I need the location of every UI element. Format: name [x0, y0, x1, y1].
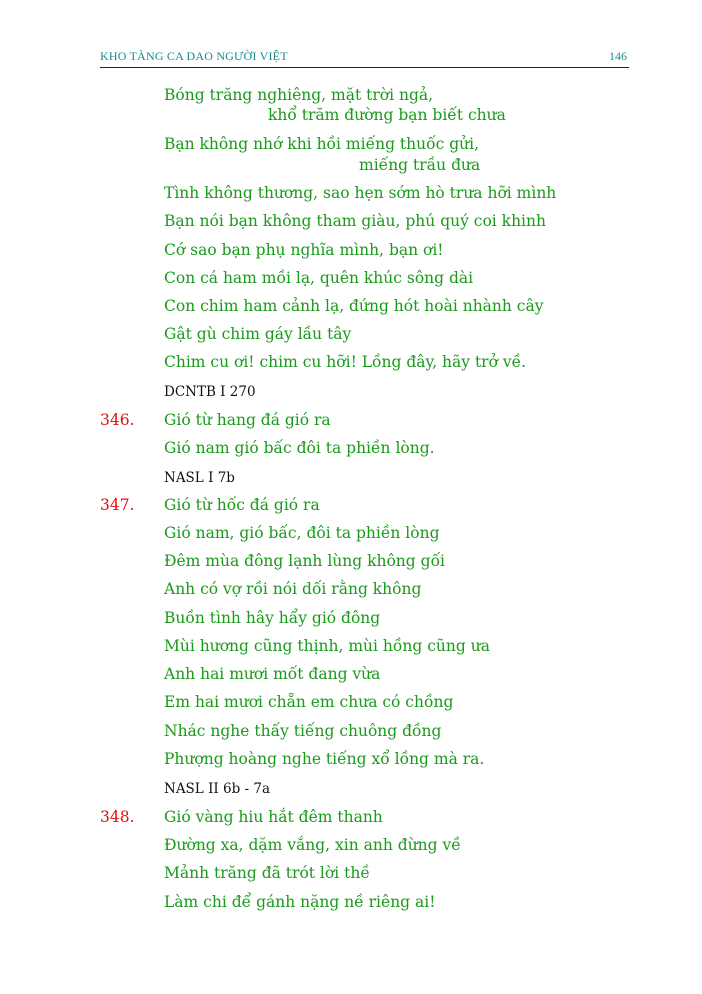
- verse-line: Bóng trăng nghiêng, mặt trời ngả,: [164, 86, 434, 104]
- verse-line: Con cá ham mồi lạ, quên khúc sông dài: [164, 269, 474, 287]
- verse-line: Đêm mùa đông lạnh lùng không gối: [164, 552, 446, 570]
- book-title: KHO TÀNG CA DAO NGƯỜI VIỆT: [100, 49, 288, 63]
- verse-line: Cớ sao bạn phụ nghĩa mình, bạn ơi!: [164, 241, 444, 259]
- verse-line: Anh có vợ rồi nói dối rằng không: [164, 580, 422, 598]
- verse-line-indented: miếng trầu đưa: [359, 156, 481, 174]
- verse-line: Chim cu ơi! chim cu hỡi! Lồng đây, hãy trở về.: [164, 353, 527, 371]
- verse-line: Đường xa, dặm vắng, xin anh đừng về: [164, 836, 461, 854]
- verse-line: Con chim ham cảnh lạ, đứng hót hoài nhành cây: [164, 297, 544, 315]
- verse-line: Làm chi để gánh nặng nề riêng ai!: [164, 893, 436, 911]
- verse-line: Bạn không nhớ khi hồi miếng thuốc gửi,: [164, 135, 480, 153]
- source-citation: NASL II 6b - 7a: [164, 781, 271, 797]
- verse-line: Nhác nghe thấy tiếng chuông đồng: [164, 722, 442, 740]
- verse-line: Buồn tình hây hẩy gió đông: [164, 609, 381, 627]
- verse-line: Mùi hương cũng thịnh, mùi hồng cũng ưa: [164, 637, 490, 655]
- source-citation: DCNTB I 270: [164, 384, 256, 400]
- page-number: 146: [609, 49, 627, 63]
- verse-line: Em hai mươi chẵn em chưa có chồng: [164, 693, 454, 711]
- verse-line: Gió nam, gió bấc, đôi ta phiền lòng: [164, 524, 440, 542]
- verse-line: Tình không thương, sao hẹn sớm hò trưa hỡi mình: [164, 184, 557, 202]
- verse-line: Bạn nói bạn không tham giàu, phú quý coi khinh: [164, 212, 546, 230]
- verse-number: 348.: [100, 808, 135, 826]
- verse-line-indented: khổ trăm đường bạn biết chưa: [268, 106, 506, 124]
- verse-line: Gật gù chim gáy lầu tây: [164, 325, 352, 343]
- verse-line: Phượng hoàng nghe tiếng xổ lồng mà ra.: [164, 750, 485, 768]
- running-header: [100, 49, 629, 68]
- verse-line: Gió vàng hiu hắt đêm thanh: [164, 808, 383, 826]
- verse-number: 347.: [100, 496, 135, 514]
- verse-line: Gió từ hốc đá gió ra: [164, 496, 320, 514]
- verse-line: Anh hai mươi mốt đang vừa: [164, 665, 381, 683]
- source-citation: NASL I 7b: [164, 470, 235, 486]
- verse-line: Gió từ hang đá gió ra: [164, 411, 331, 429]
- verse-line: Gió nam gió bấc đôi ta phiền lòng.: [164, 439, 435, 457]
- verse-line: Mảnh trăng đã trót lời thề: [164, 864, 370, 882]
- verse-number: 346.: [100, 411, 135, 429]
